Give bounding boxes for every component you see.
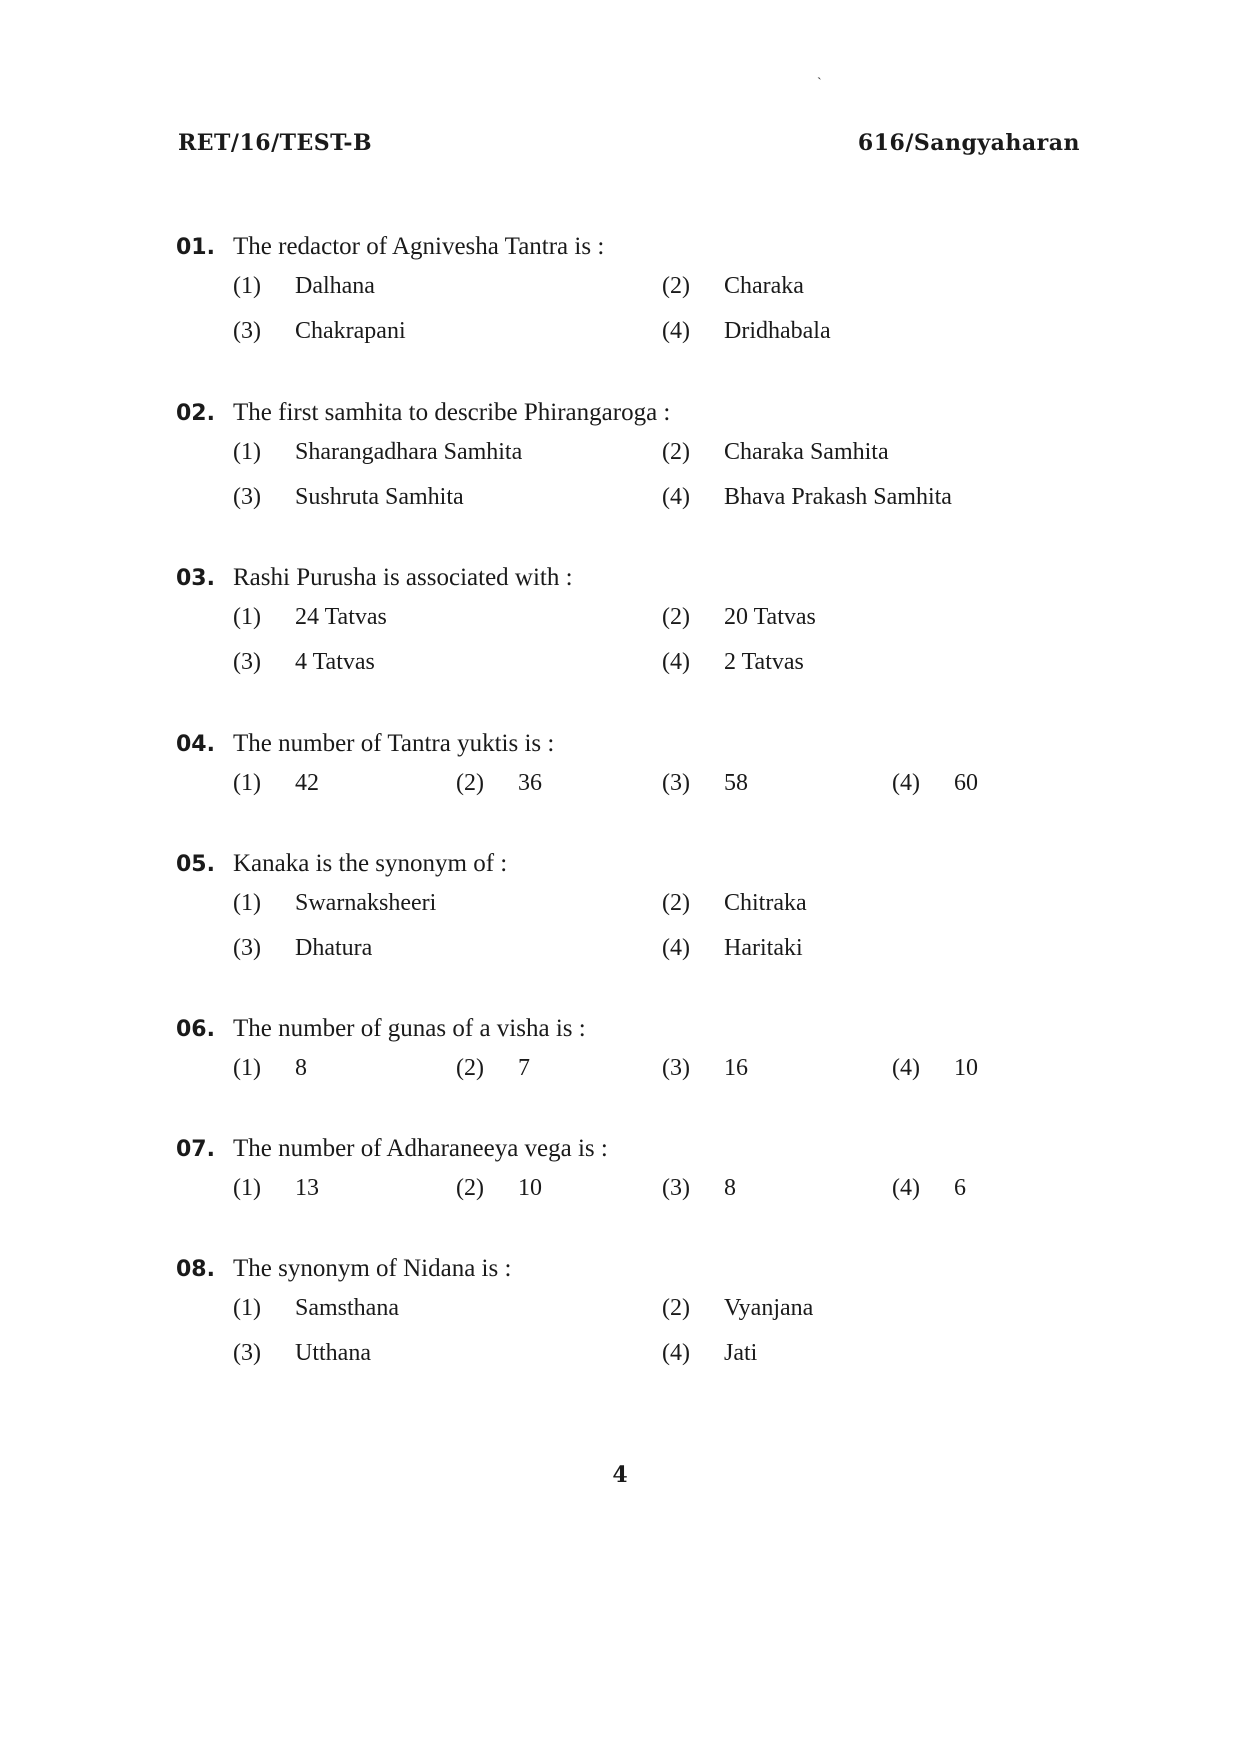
option-3[interactable]: (3) Sushruta Samhita <box>233 484 464 510</box>
option-4[interactable]: (4) Dridhabala <box>662 318 831 344</box>
question-02 <box>176 398 1106 520</box>
option-3[interactable]: (3) Dhatura <box>233 935 373 961</box>
question-stem: The number of gunas of a visha is : <box>233 1015 586 1042</box>
question-01 <box>176 232 1106 354</box>
question-number: 05. <box>176 852 215 877</box>
option-3[interactable]: (3) 8 <box>662 1175 736 1201</box>
option-1[interactable]: (1) 8 <box>233 1055 307 1081</box>
option-4[interactable]: (4) 10 <box>892 1055 978 1081</box>
question-number: 04. <box>176 732 215 757</box>
option-2[interactable]: (2) 7 <box>456 1055 530 1081</box>
question-stem: The number of Adharaneeya vega is : <box>233 1135 608 1162</box>
question-04 <box>176 729 1106 806</box>
option-1[interactable]: (1) Swarnaksheeri <box>233 890 437 916</box>
subject-code: 616/Sangyaharan <box>857 130 1080 156</box>
option-2[interactable]: (2) Charaka <box>662 273 804 299</box>
option-4[interactable]: (4) 6 <box>892 1175 966 1201</box>
question-05 <box>176 849 1106 971</box>
question-stem: The redactor of Agnivesha Tantra is : <box>233 233 605 260</box>
question-number: 03. <box>176 566 215 591</box>
option-4[interactable]: (4) 60 <box>892 770 978 796</box>
question-stem: The first samhita to describe Phirangaroga : <box>233 399 671 426</box>
question-stem: Rashi Purusha is associated with : <box>233 564 573 591</box>
option-4[interactable]: (4) Jati <box>662 1340 758 1366</box>
question-number: 01. <box>176 235 215 260</box>
option-2[interactable]: (2) 10 <box>456 1175 542 1201</box>
option-2[interactable]: (2) 36 <box>456 770 542 796</box>
option-4[interactable]: (4) Haritaki <box>662 935 803 961</box>
option-1[interactable]: (1) 42 <box>233 770 319 796</box>
option-2[interactable]: (2) Vyanjana <box>662 1295 814 1321</box>
question-number: 06. <box>176 1017 215 1042</box>
question-number: 08. <box>176 1257 215 1282</box>
question-number: 02. <box>176 401 215 426</box>
question-07 <box>176 1134 1106 1211</box>
option-4[interactable]: (4) Bhava Prakash Samhita <box>662 484 952 510</box>
question-03 <box>176 563 1106 685</box>
option-2[interactable]: (2) Charaka Samhita <box>662 439 889 465</box>
option-3[interactable]: (3) 58 <box>662 770 748 796</box>
option-1[interactable]: (1) Samsthana <box>233 1295 399 1321</box>
question-number: 07. <box>176 1137 215 1162</box>
option-3[interactable]: (3) 16 <box>662 1055 748 1081</box>
page-number: 4 <box>612 1462 628 1488</box>
option-3[interactable]: (3) Utthana <box>233 1340 371 1366</box>
option-1[interactable]: (1) Dalhana <box>233 273 375 299</box>
question-stem: The synonym of Nidana is : <box>233 1255 512 1282</box>
option-3[interactable]: (3) Chakrapani <box>233 318 406 344</box>
option-1[interactable]: (1) 13 <box>233 1175 319 1201</box>
option-2[interactable]: (2) Chitraka <box>662 890 807 916</box>
option-4[interactable]: (4) 2 Tatvas <box>662 649 804 675</box>
question-06 <box>176 1014 1106 1091</box>
question-stem: Kanaka is the synonym of : <box>233 850 508 877</box>
question-stem: The number of Tantra yuktis is : <box>233 730 555 757</box>
option-1[interactable]: (1) 24 Tatvas <box>233 604 387 630</box>
option-1[interactable]: (1) Sharangadhara Samhita <box>233 439 523 465</box>
option-2[interactable]: (2) 20 Tatvas <box>662 604 816 630</box>
option-3[interactable]: (3) 4 Tatvas <box>233 649 375 675</box>
stray-mark: ` <box>817 76 822 91</box>
paper-code: RET/16/TEST-B <box>178 130 373 156</box>
question-08 <box>176 1254 1106 1376</box>
